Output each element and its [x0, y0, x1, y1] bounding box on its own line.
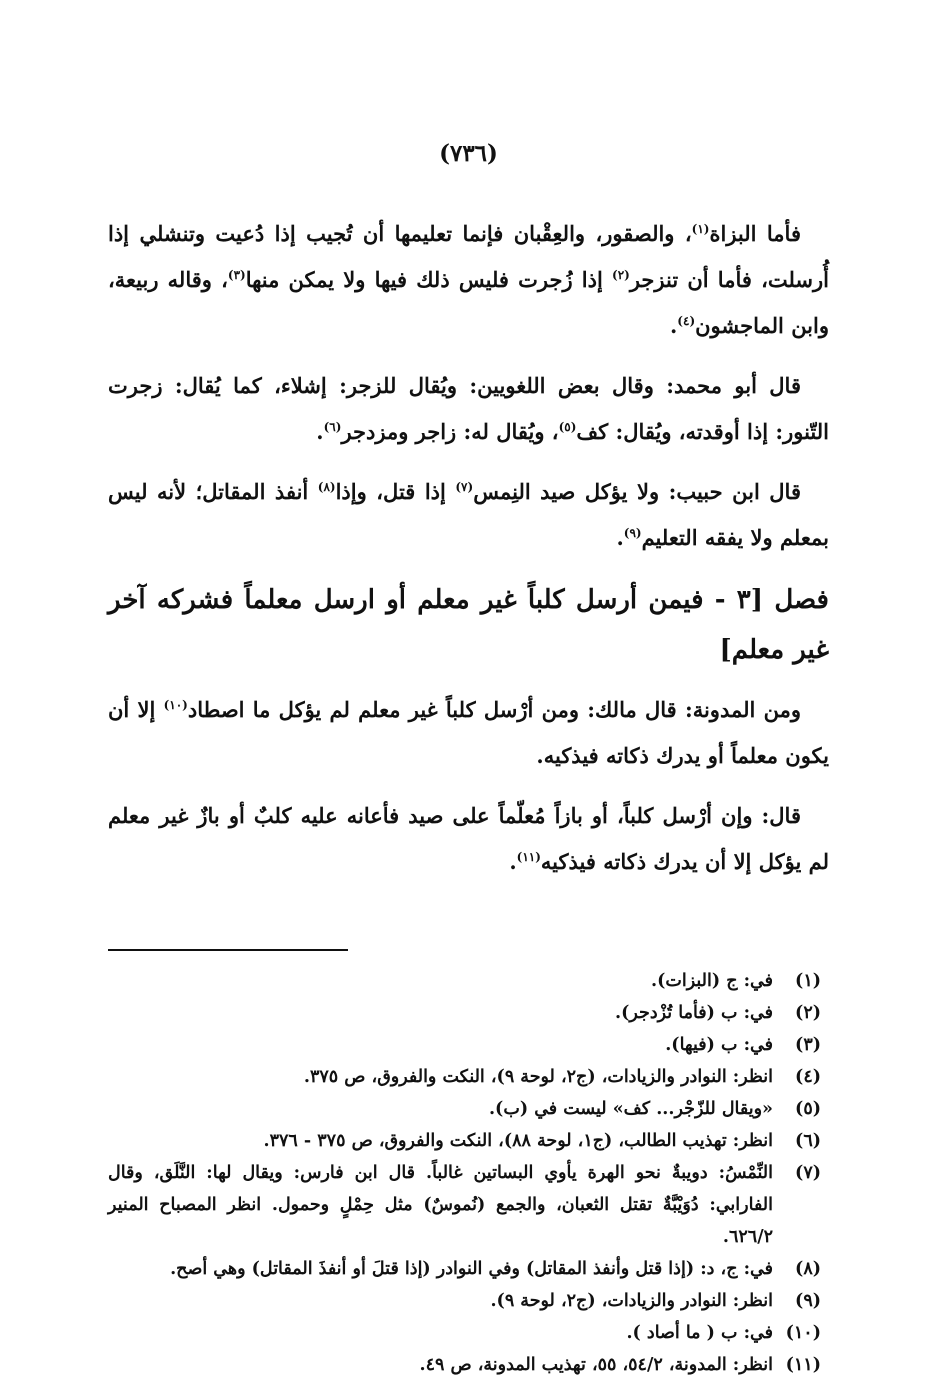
- paragraph: [108, 363, 829, 455]
- page-number: (٧٣٦): [439, 140, 498, 167]
- footnote: [108, 1317, 829, 1349]
- footnote-marker: (٩): [623, 526, 642, 540]
- paragraph-text: ومن المدونة: قال مالك: ومن أرْسل كلباً غير معلم لم يؤكل ما اصطاد: [187, 697, 801, 722]
- section-heading: فصل [٣ - فيمن أرسل كلباً غير معلم أو ارسل معلماً فشركه آخر غير معلم]: [108, 585, 829, 665]
- footnote-text: انظر: النوادر والزيادات، (ج٢، لوحة ٩).: [490, 1291, 773, 1311]
- footnotes: [108, 965, 829, 1381]
- paragraph-text: ، وقاله ربيعة، وابن الماجشون: [108, 267, 829, 338]
- footnote-marker: (٥): [558, 420, 577, 434]
- footnote-number: (١): [795, 971, 821, 991]
- footnote-marker: (١٠): [163, 698, 188, 712]
- footnote-number: (٤): [795, 1067, 821, 1087]
- paragraph-text: إذا قتل، وإذا: [335, 479, 456, 504]
- paragraph: [108, 211, 829, 349]
- paragraph-text: ، والصقور، والعِقْبان فإنما تعليمها أن تُجيب إذا دُعيت وتنشلي إذا أُرسلت، فأما أن تنزجر: [108, 221, 829, 292]
- footnote-marker: (٣): [227, 268, 246, 282]
- paragraph-text: قال: وإن أرْسل كلباً، أو بازاً مُعلّماً على صيد فأعانه عليه كلبٌ أو بازٌ غير معلم لم يؤكل إلا أن يدرك ذكاته فيذكيه: [108, 803, 829, 874]
- footnote: [108, 1061, 829, 1093]
- paragraph-text: .: [509, 849, 517, 874]
- footnote-text: في: ج (البزات).: [650, 971, 773, 991]
- paragraph-text: أنفذ المقاتل؛ لأنه ليس بمعلم ولا يفقه التعليم: [108, 479, 829, 550]
- footnote-text: النِّمْسُ: دويبةٌ نحو الهرة يأوي البساتين غالباً. قال ابن فارس: ويقال لها: النَّلَق، وقال الفارابي: دُوَيْبَّةٌ تقتل الثعبان، والجمع (نُموسٌ) مثل حِمْلٍ وحمول. انظر المصباح المنير ٦٢٦/٢.: [108, 1163, 773, 1247]
- paragraph-text: .: [316, 419, 324, 444]
- footnote-number: (٩): [795, 1291, 821, 1311]
- footnote-text: في: ب ( ما أصاد ).: [626, 1323, 773, 1343]
- paragraph-text: .: [616, 525, 624, 550]
- body-text-after-heading: [108, 687, 829, 885]
- paragraph: [108, 687, 829, 779]
- paragraph: [108, 469, 829, 561]
- footnote-marker: (١): [691, 222, 710, 236]
- footnote-marker: (١١): [516, 850, 541, 864]
- body-text-before-heading: [108, 211, 829, 561]
- footnote-separator: [108, 949, 348, 951]
- footnote-number: (١١): [785, 1355, 821, 1375]
- footnote-text: في: ب (فأما تُزْدجر).: [614, 1003, 773, 1023]
- paragraph-text: إلا أن يكون معلماً أو يدرك ذكاته فيذكيه.: [108, 697, 829, 768]
- footnote-marker: (٨): [317, 480, 336, 494]
- footnote-number: (٣): [795, 1035, 821, 1055]
- footnote-number: (٢): [795, 1003, 821, 1023]
- footnote-number: (٥): [795, 1099, 821, 1119]
- paragraph: [108, 793, 829, 885]
- footnote-text: في: ب (فيها).: [665, 1035, 773, 1055]
- paragraph-text: قال أبو محمد: وقال بعض اللغويين: ويُقال للزجر: إشلاء، كما يُقال: زجرت التّنور: إذا أوقدته، ويُقال: كف: [108, 373, 829, 444]
- footnote: [108, 1029, 829, 1061]
- footnote-text: انظر: تهذيب الطالب، (ج١، لوحة ٨٨)، النكت والفروق، ص ٣٧٥ - ٣٧٦.: [263, 1131, 773, 1151]
- footnote-text: انظر: المدونة، ٥٤/٢، ٥٥، تهذيب المدونة، ص ٤٩.: [419, 1355, 773, 1375]
- footnote: [108, 1125, 829, 1157]
- footnote-number: (٧): [795, 1163, 821, 1183]
- footnote-text: انظر: النوادر والزيادات، (ج٢، لوحة ٩)، النكت والفروق، ص ٣٧٥.: [303, 1067, 773, 1087]
- footnote-marker: (٧): [455, 480, 474, 494]
- footnote-number: (٦): [795, 1131, 821, 1151]
- paragraph-text: قال ابن حبيب: ولا يؤكل صيد النِمس: [473, 479, 801, 504]
- footnote: [108, 965, 829, 997]
- footnote-marker: (٦): [323, 420, 342, 434]
- paragraph-text: إذا زُجرت فليس ذلك فيها ولا يمكن منها: [245, 267, 613, 292]
- paragraph-text: فأما البزاة: [709, 221, 801, 246]
- paragraph-text: .: [669, 313, 678, 338]
- footnote: [108, 1157, 829, 1253]
- footnote-number: (٨): [795, 1259, 821, 1279]
- footnote-text: في: ج، د: (إذا قتل وأنفذ المقاتل) وفي النوادر (إذا قتلَ أو أنفذَ المقاتل) وهي أصح.: [170, 1259, 773, 1279]
- footnote-marker: (٤): [677, 314, 696, 328]
- footnote: [108, 1285, 829, 1317]
- footnote: [108, 997, 829, 1029]
- paragraph-text: ، ويُقال له: زاجر ومزدجر: [341, 419, 559, 444]
- footnote-text: «ويقال للزّجْر... كف» ليست في (ب).: [488, 1099, 773, 1119]
- footnote: [108, 1093, 829, 1125]
- footnote: [108, 1349, 829, 1381]
- footnote-number: (١٠): [785, 1323, 821, 1343]
- footnote-marker: (٢): [612, 268, 630, 282]
- footnote: [108, 1253, 829, 1285]
